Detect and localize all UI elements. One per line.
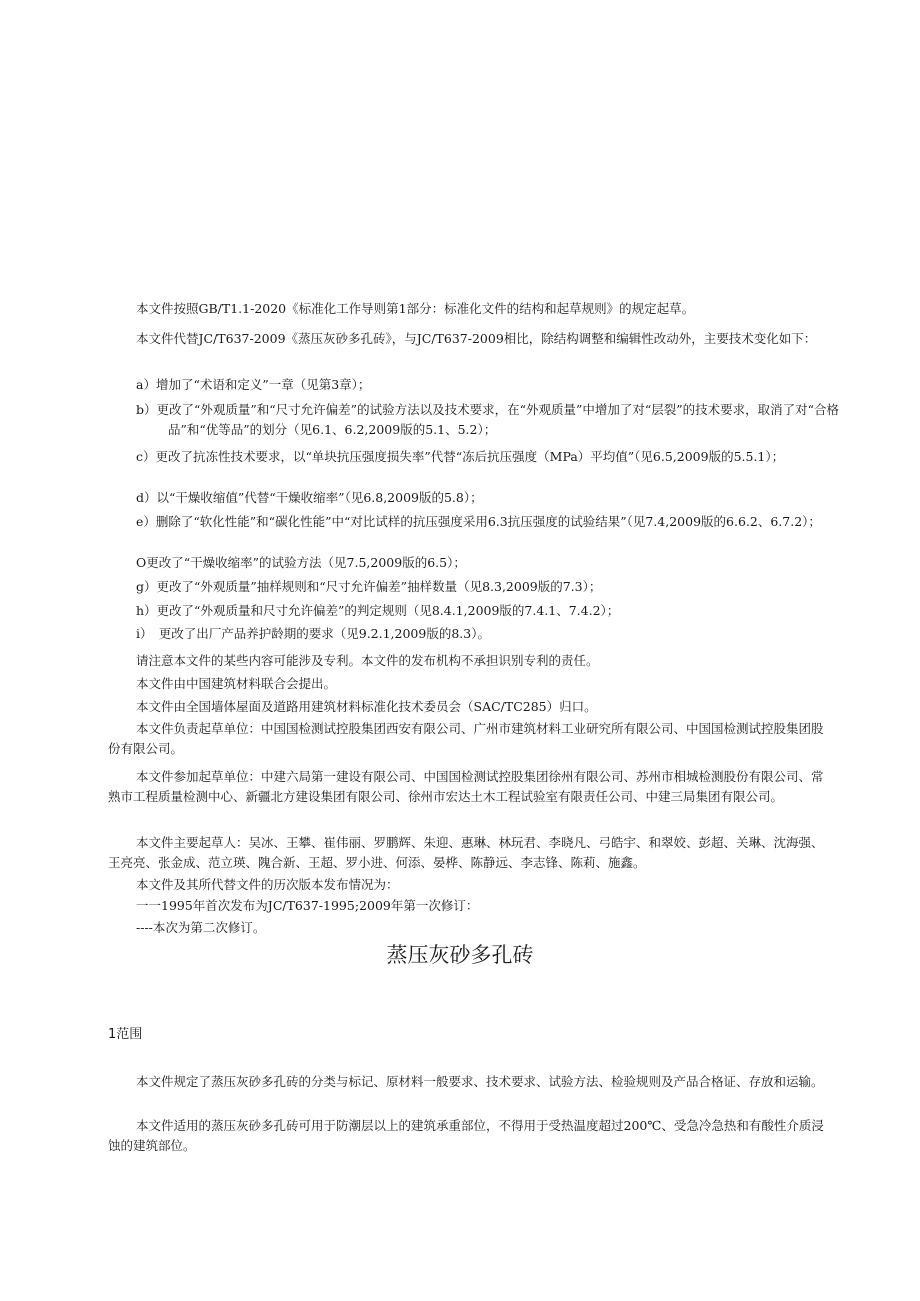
change-item-e: e）删除了“软化性能”和“碳化性能”中“对比试样的抗压强度采用6.3抗压强度的试验结果”（见7.4,2009版的6.6.2、6.7.2）；: [136, 514, 821, 529]
change-item-a: a）增加了“术语和定义”一章（见第3章）；: [136, 377, 371, 392]
change-item-i: i） 更改了出厂产品养护龄期的要求（见9.2.1,2009版的8.3）。: [136, 626, 490, 641]
drafting-units: 本文件负责起草单位：中国国检测试控股集团西安有限公司、广州市建筑材料工业研究所有限公司、中国国检测试控股集团股份有限公司。: [108, 721, 824, 756]
foreword-basis: 本文件按照GB/T1.1-2020《标准化工作导则第1部分：标准化文件的结构和起草规则》的规定起草。: [136, 301, 695, 316]
administered-by: 本文件由全国墙体屋面及道路用建筑材料标准化技术委员会（SAC/TC285）归口。: [136, 699, 597, 714]
history-intro: 本文件及其所代替文件的历次版本发布情况为：: [136, 877, 399, 892]
change-item-d: d）以“干燥收缩值”代替“干燥收缩率”（见6.8,2009版的5.8）；: [136, 490, 483, 505]
proposed-by: 本文件由中国建筑材料联合会提出。: [136, 676, 337, 691]
participating-units: 本文件参加起草单位：中建六局第一建设有限公司、中国国检测试控股集团徐州有限公司、苏州市相城检测股份有限公司、常熟市工程质量检测中心、新疆北方建设集团有限公司、徐州市宏达土木工程试验室有限责任公司、中建三局集团有限公司。: [108, 769, 824, 804]
scope-paragraph-1: 本文件规定了蒸压灰砂多孔砖的分类与标记、原材料一般要求、技术要求、试验方法、检验规则及产品合格证、存放和运输。: [136, 1074, 824, 1089]
foreword-replaces: 本文件代替JC/T637-2009《蒸压灰砂多孔砖》，与JC/T637-2009相比，除结构调整和编辑性改动外，主要技术变化如下：: [136, 331, 817, 346]
main-drafters: 本文件主要起草人：吴冰、王攀、崔伟丽、罗鹏辉、朱迎、惠琳、林玩君、李晓凡、弓皓宇、和翠姣、彭超、关琳、沈海强、王亮亮、张金成、范立瑛、隗合新、王超、罗小进、何添、晏桦、陈静远、李志锋、陈莉、施鑫。: [108, 835, 824, 870]
change-item-h: h）更改了“外观质量和尺寸允许偏差”的判定规则（见8.4.1,2009版的7.4.1、7.4.2）；: [136, 603, 620, 618]
patent-notice: 请注意本文件的某些内容可能涉及专利。本文件的发布机构不承担识别专利的责任。: [136, 653, 599, 668]
document-title: 蒸压灰砂多孔砖: [386, 943, 534, 967]
change-item-b: b）更改了“外观质量”和“尺寸允许偏差”的试验方法以及技术要求，在“外观质量”中增加了对“层裂”的技术要求，取消了对“合格品”和“优等品”的划分（见6.1、6.2,2009版的5.1、5.2）；: [136, 402, 840, 437]
change-item-f: O更改了“干燥收缩率”的试验方法（见7.5,2009版的6.5）；: [136, 555, 466, 570]
scope-paragraph-2: 本文件适用的蒸压灰砂多孔砖可用于防潮层以上的建筑承重部位，不得用于受热温度超过200℃、受急冷急热和有酸性介质浸蚀的建筑部位。: [108, 1118, 824, 1153]
history-item-2: ----本次为第二次修订。: [136, 920, 266, 935]
change-item-c: c）更改了抗冻性技术要求，以“单块抗压强度损失率”代替“冻后抗压强度（MPa）平均值”（见6.5,2009版的5.5.1）；: [136, 449, 785, 464]
section-heading-scope: 1范围: [108, 1027, 143, 1042]
change-item-g: g）更改了“外观质量”抽样规则和“尺寸允许偏差”抽样数量（见8.3,2009版的7.3）；: [136, 579, 602, 594]
history-item-1: 一一1995年首次发布为JC/T637-1995;2009年第一次修订：: [136, 898, 479, 913]
